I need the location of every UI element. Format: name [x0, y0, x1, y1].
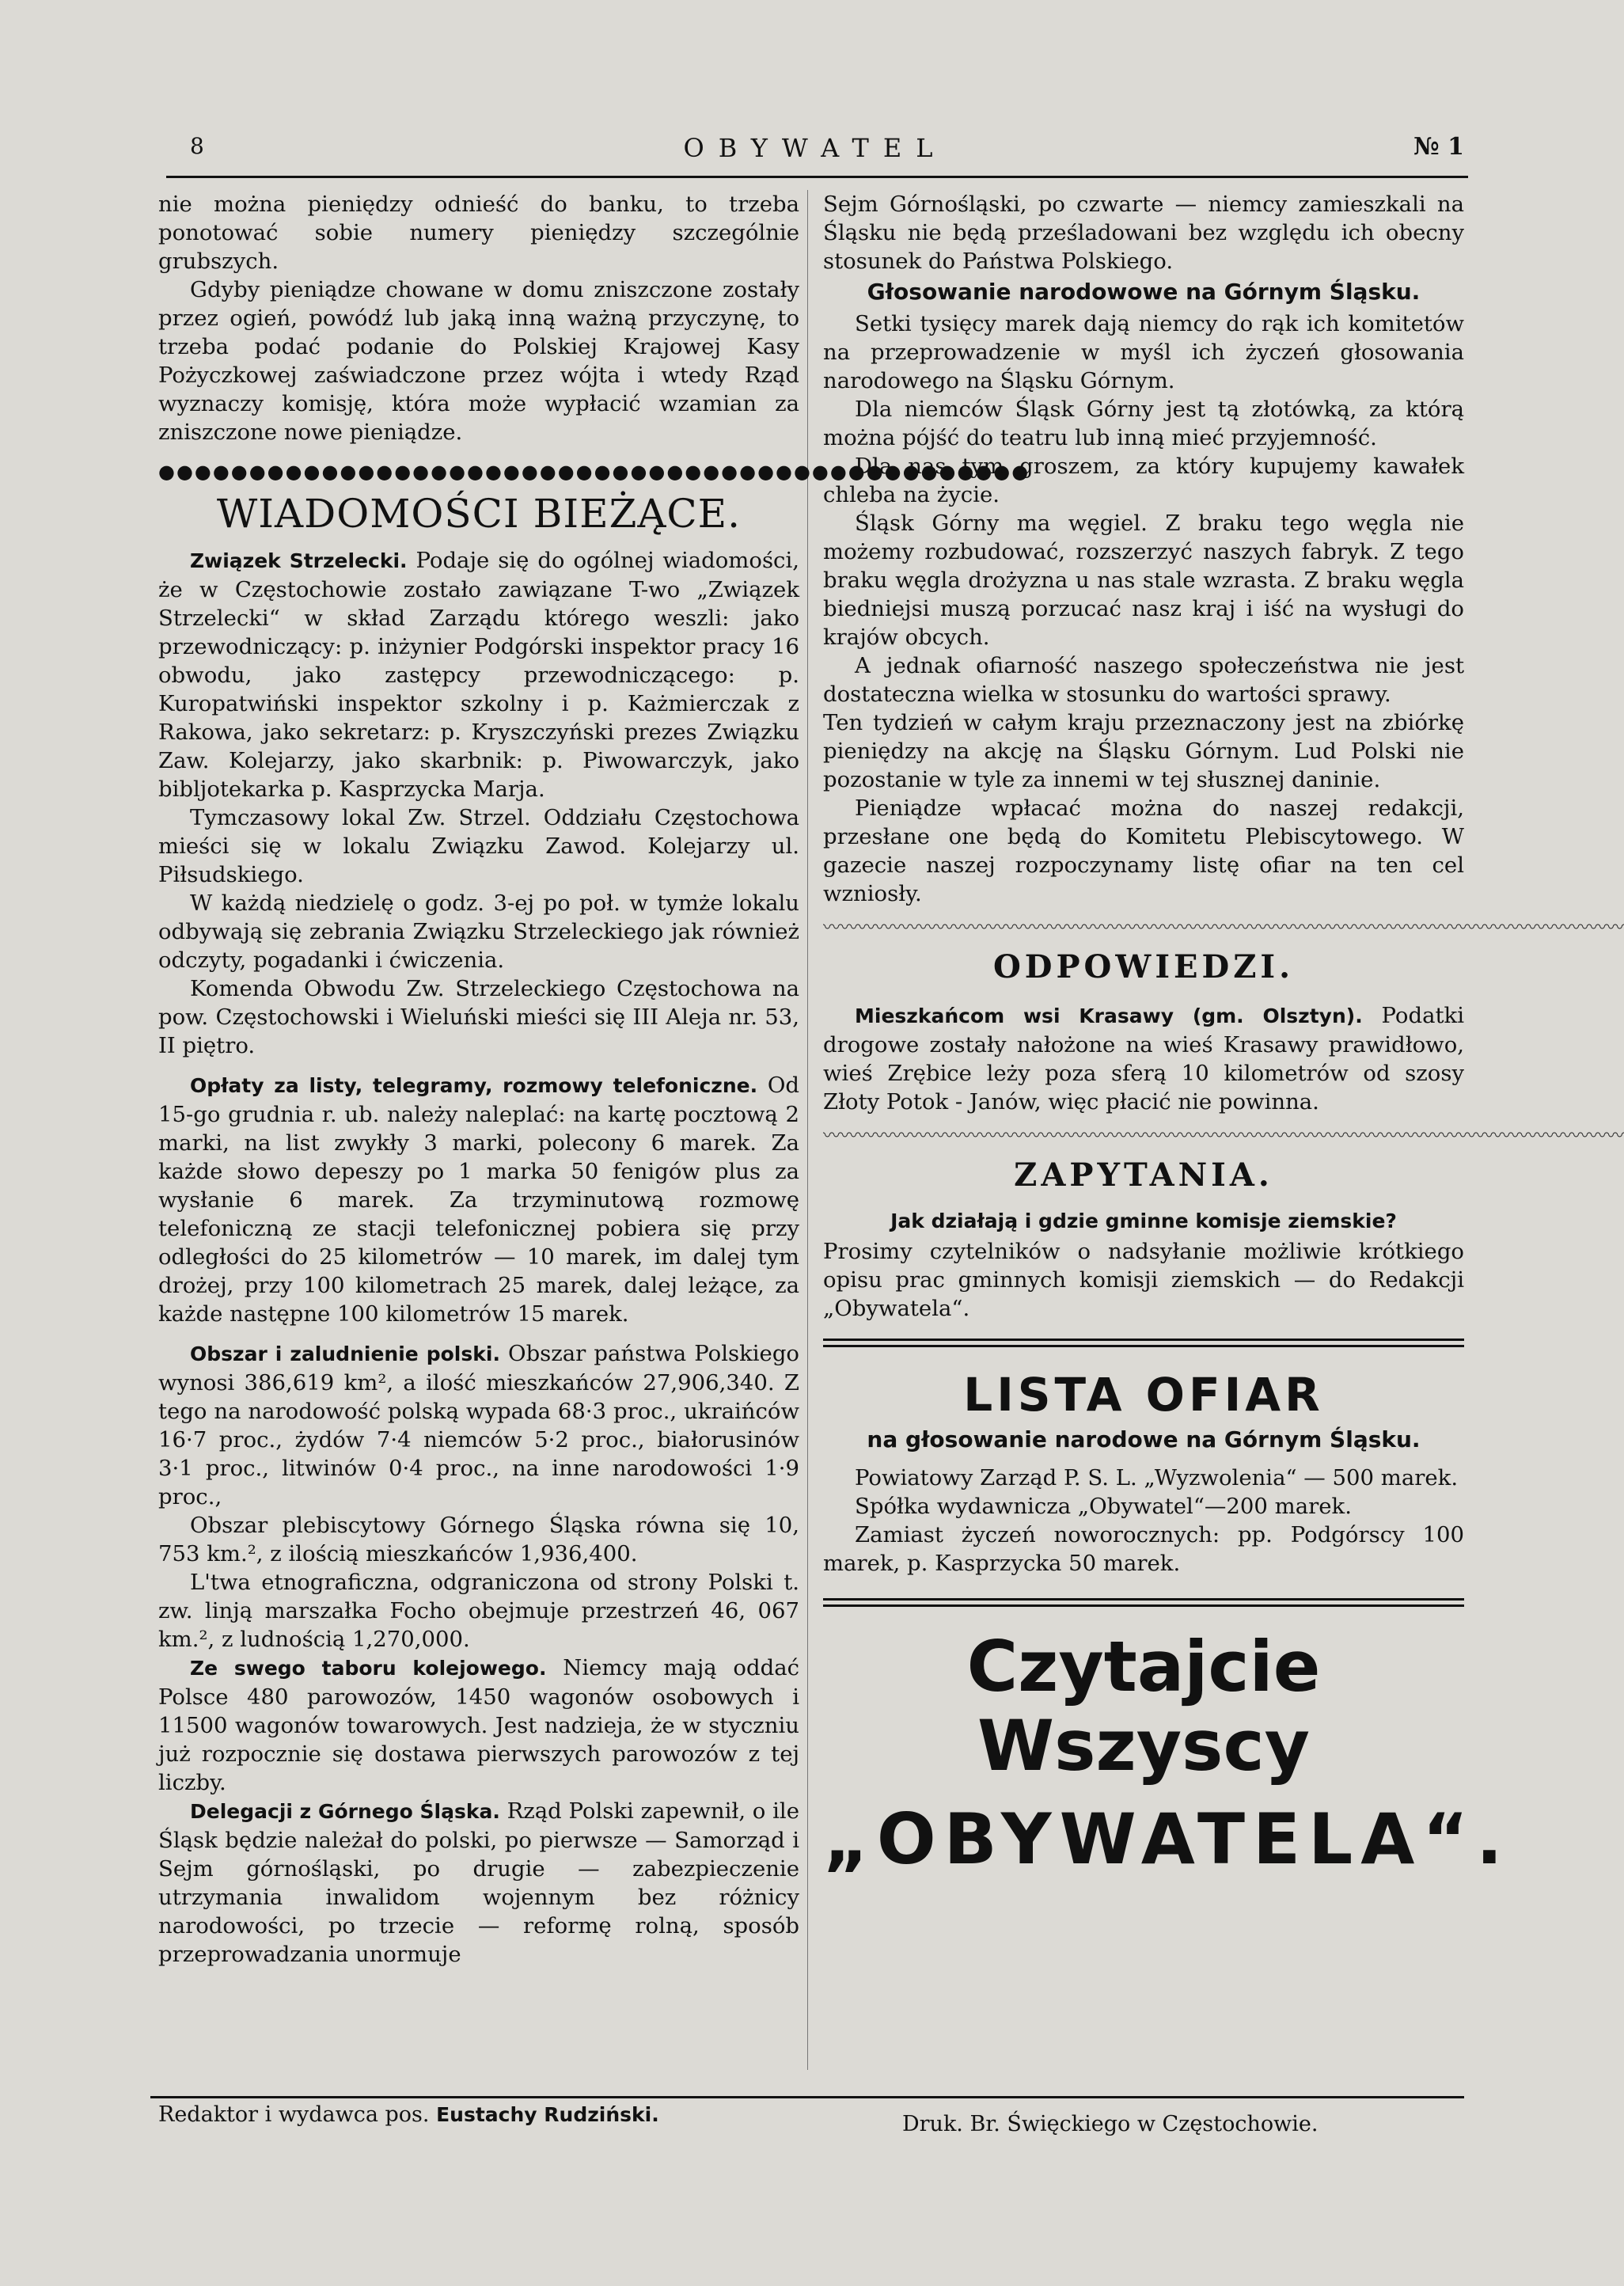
paragraph: nie można pieniędzy odnieść do banku, to trzeba ponotować sobie numery pieniędzy szczególnie grubszych. — [158, 192, 799, 274]
donation-entry: Spółka wydawnicza „Obywatel“—200 marek. — [855, 1494, 1352, 1519]
footer-rule — [150, 2096, 1464, 2098]
list-heading: LISTA OFIAR — [963, 1368, 1324, 1422]
section-heading: ODPOWIEDZI. — [992, 948, 1295, 985]
wavy-divider: 〰〰〰〰〰〰〰〰〰〰〰〰〰〰〰〰〰〰〰〰〰〰〰〰〰〰〰〰〰〰〰〰〰〰〰〰〰〰〰〰〰〰〰〰〰〰 — [823, 918, 1624, 938]
paragraph: Śląsk Górny ma węgiel. Z braku tego węgla nie możemy rozbudować, rozszerzyć naszych fabryk. Z tego braku węgla drożyzna u nas stale wzrasta. Z braku węgla biedniejsi muszą porzucać nasz kraj i iść na wysługi do krajów obcych. — [823, 511, 1464, 650]
question-heading: Jak działają i gdzie gminne komisje ziemskie? — [890, 1209, 1397, 1232]
paragraph: Tymczasowy lokal Zw. Strzel. Oddziału Częstochowa mieści się w lokalu Związku Zawod. Kolejarzy ul. Piłsudskiego. — [158, 805, 799, 887]
advert-title: „OBYWATELA“. — [823, 1798, 1511, 1880]
news-item: Związek Strzelecki. Podaje się do ogólnej wiadomości, że w Częstochowie zostało zawiązane T-wo „Związek Strzelecki“ w skład Zarządu którego weszli: jako przewodniczący: p. inżynier Podgórski inspektor pracy 16 obwodu, jako zastępcy przewodniczącego: p. Kuropatwiński inspektor szkolny i p. Każmierczak z Rakowa, jako sekretarz: p. Kryszczyński prezes Związku Zaw. Kolejarzy, jako skarbnik: p. Piwowarczyk, jako bibljotekarka p. Kasprzycka Marja. — [158, 548, 799, 802]
news-item: Ze swego taboru kolejowego. Niemcy mają oddać Polsce 480 parowozów, 1450 wagonów osobowych i 11500 wagonów towarowych. Jest nadzieja, że w styczniu już rozpocznie się dostawa pierwszych parowozów z tej liczby. — [158, 1655, 799, 1795]
editor-name: Eustachy Rudziński. — [436, 2103, 659, 2126]
item-lead: Obszar i zaludnienie polski. — [190, 1342, 500, 1365]
ornament-divider: ●●●●●●●●●●●●●●●●●●●●●●●●●●●●●●●●●●●●●●●●●●●●●●●● — [158, 461, 1030, 483]
reply-item: Mieszkańcom wsi Krasawy (gm. Olsztyn). Podatki drogowe zostały nałożone na wieś Krasawy prawidłowo, wieś Zrębice leży poza sferą 10 kilometrów od szosy Złoty Potok - Janów, więc płacić nie powinna. — [823, 1003, 1464, 1115]
section-heading: ZAPYTANIA. — [1014, 1156, 1273, 1194]
right-column — [823, 190, 1624, 1880]
paragraph: Sejm Górnośląski, po czwarte — niemcy zamieszkali na Śląsku nie będą prześladowani bez względu ich obecny stosunek do Państwa Polskiego. — [823, 192, 1464, 274]
wavy-divider: 〰〰〰〰〰〰〰〰〰〰〰〰〰〰〰〰〰〰〰〰〰〰〰〰〰〰〰〰〰〰〰〰〰〰〰〰〰〰〰〰〰〰〰〰〰〰 — [823, 1126, 1624, 1146]
paragraph: A jednak ofiarność naszego społeczeństwa nie jest dostateczna wielka w stosunku do wartości sprawy. — [823, 653, 1464, 707]
left-column — [158, 190, 1030, 1969]
issue-number: № 1 — [1413, 133, 1464, 161]
running-title: OBYWATEL — [683, 133, 947, 163]
double-rule — [823, 1339, 1464, 1347]
paragraph: Komenda Obwodu Zw. Strzeleckiego Częstochowa na pow. Częstochowski i Wieluński mieści się III Aleja nr. 53, II piętro. — [158, 976, 799, 1058]
paragraph: Obszar plebiscytowy Górnego Śląska równa się 10, 753 km.², z ilością mieszkańców 1,936,400. — [158, 1513, 799, 1566]
section-heading: WIADOMOŚCI BIEŻĄCE. — [216, 491, 742, 537]
item-lead: Delegacji z Górnego Śląska. — [190, 1800, 500, 1823]
item-lead: Związek Strzelecki. — [190, 549, 408, 572]
paragraph: L'twa etnograficzna, odgraniczona od strony Polski t. zw. linją marszałka Focho obejmuje przestrzeń 46, 067 km.², z ludnością 1,270,000. — [158, 1570, 799, 1652]
news-item: Obszar i zaludnienie polski. Obszar państwa Polskiego wynosi 386,619 km², a ilość mieszkańców 27,906,340. Z tego na narodowość polską wypada 68·3 proc., ukraińców 16·7 proc., żydów 7·4 niemców 5·2 proc., białorusinów 3·1 proc., litwinów 0·4 proc., na inne narodowości 1·9 proc., — [158, 1341, 799, 1509]
page-header — [166, 133, 1464, 173]
list-subheading: na głosowanie narodowe na Górnym Śląsku. — [867, 1426, 1421, 1452]
paragraph: Dla nas tym groszem, za który kupujemy kawałek chleba na życie. — [823, 454, 1464, 507]
news-item: Opłaty za listy, telegramy, rozmowy telefoniczne. Od 15-go grudnia r. ub. należy naleplać: na kartę pocztową 2 marki, na list zwykły 3 marki, polecony 6 marek. Za każde słowo depeszy po 1 marka 50 fenigów plus za wysłanie 6 marek. Za trzyminutową rozmowę telefoniczną ze stacji telefonicznej pobiera się przy odległości do 25 kilometrów — 10 marek, im dalej tym drożej, przy 100 kilometrach 25 marek, dalej leżące, za każde następne 100 kilometrów 15 marek. — [158, 1073, 800, 1327]
donation-entry: Zamiast życzeń noworocznych: pp. Podgórscy 100 marek, p. Kasprzycka 50 marek. — [823, 1522, 1464, 1576]
article-heading: Głosowanie narodowowe na Górnym Śląsku. — [867, 279, 1421, 305]
paragraph: Pieniądze wpłacać można do naszej redakcji, przesłane one będą do Komitetu Plebiscytowego. W gazecie naszej rozpoczynamy listę ofiar na ten cel wzniosły. — [823, 796, 1464, 906]
paragraph: Setki tysięcy marek dają niemcy do rąk ich komitetów na przeprowadzenie w myśl ich życzeń głosowania narodowego na Śląsku Górnym. — [823, 311, 1464, 393]
paragraph: Ten tydzień w całym kraju przeznaczony jest na zbiórkę pieniędzy na akcję na Śląsku Górnym. Lud Polski nie pozostanie w tyle za innemi w tej słusznej daninie. — [823, 710, 1464, 792]
double-rule — [823, 1598, 1464, 1607]
advert-line: Czytajcie Wszyscy — [966, 1626, 1321, 1787]
printer-line: Druk. Br. Święckiego w Częstochowie. — [902, 2112, 1319, 2136]
paragraph: Prosimy czytelników o nadsyłanie możliwie krótkiego opisu prac gminnych komisji ziemskich — do Redakcji „Obywatela“. — [823, 1239, 1464, 1321]
item-lead: Mieszkańcom wsi Krasawy (gm. Olsztyn). — [855, 1004, 1363, 1027]
news-item: Delegacji z Górnego Śląska. Rząd Polski zapewnił, o ile Śląsk będzie należał do polski, po pierwsze — Samorząd i Sejm górnośląski, po drugie — zabezpieczenie utrzymania inwalidom wojennym bez różnicy narodowości, po trzecie — reformę rolną, sposób przeprowadzania unormuje — [158, 1798, 799, 1967]
paragraph: W każdą niedzielę o godz. 3-ej po poł. w tymże lokalu odbywają się zebrania Związku Strzeleckiego jak również odczyty, pogadanki i ćwiczenia. — [158, 890, 799, 973]
item-lead: Opłaty za listy, telegramy, rozmowy telefoniczne. — [190, 1074, 758, 1097]
editor-line: Redaktor i wydawca pos. Eustachy Rudziński. — [158, 2102, 659, 2127]
item-lead: Ze swego taboru kolejowego. — [190, 1657, 547, 1680]
header-rule — [166, 176, 1468, 178]
paragraph: Gdyby pieniądze chowane w domu zniszczone zostały przez ogień, powódź lub jaką inną ważną przyczynę, to trzeba podać podanie do Polskiej Krajowej Kasy Pożyczkowej zaświadczone przez wójta i wtedy Rząd wyznaczy komisję, która może wypłacić wzamian za zniszczone nowe pieniądze. — [158, 277, 799, 445]
donation-entry: Powiatowy Zarząd P. S. L. „Wyzwolenia“ — 500 marek. — [855, 1465, 1459, 1490]
paragraph: Dla niemców Śląsk Górny jest tą złotówką, za którą można pójść do teatru lub inną mieć przyjemność. — [823, 397, 1464, 450]
page-number: 8 — [190, 133, 204, 159]
